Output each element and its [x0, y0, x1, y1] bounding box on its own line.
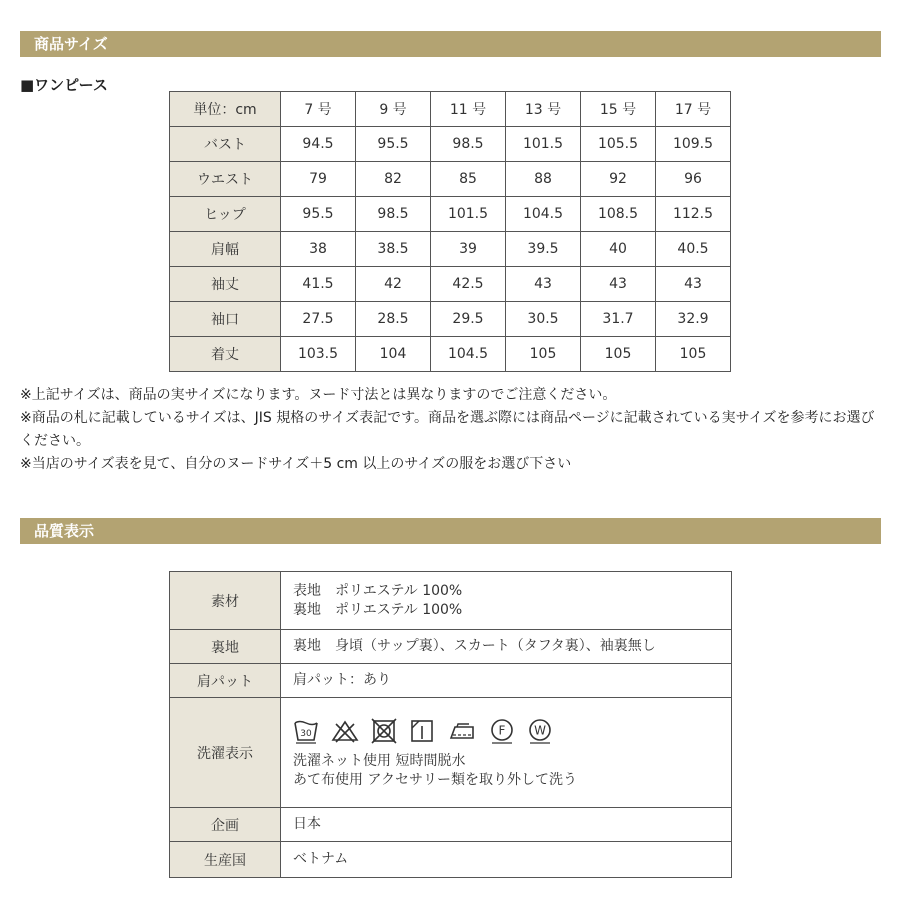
- row-label: 肩幅: [170, 232, 281, 267]
- table-cell: 27.5: [281, 302, 356, 337]
- row-label: 袖口: [170, 302, 281, 337]
- table-cell: 104: [356, 337, 431, 372]
- row-label-care: 洗濯表示: [170, 698, 281, 808]
- iron-low-icon: [447, 718, 477, 744]
- section-header-product-size: 商品サイズ: [20, 31, 881, 57]
- size-table: [169, 91, 731, 372]
- table-row: [170, 664, 732, 698]
- table-row: [170, 630, 732, 664]
- table-cell: 28.5: [356, 302, 431, 337]
- table-cell: 39.5: [506, 232, 581, 267]
- table-cell: 40.5: [656, 232, 731, 267]
- table-cell: 88: [506, 162, 581, 197]
- table-row: [170, 232, 731, 267]
- header-size: 17 号: [656, 92, 731, 127]
- row-label: 着丈: [170, 337, 281, 372]
- table-cell: 43: [506, 267, 581, 302]
- row-label-lining: 裏地: [170, 630, 281, 664]
- table-cell: 29.5: [431, 302, 506, 337]
- wash-temp-text: 30: [300, 728, 312, 739]
- table-row: [170, 337, 731, 372]
- table-cell: 101.5: [431, 197, 506, 232]
- material-value: [281, 572, 732, 630]
- table-cell: 95.5: [281, 197, 356, 232]
- dry-clean-letter: F: [498, 723, 506, 737]
- table-cell: 42.5: [431, 267, 506, 302]
- material-outer: 表地 ポリエステル 100%: [293, 582, 463, 599]
- table-row: [170, 162, 731, 197]
- row-label-planning: 企画: [170, 808, 281, 842]
- table-row: [170, 842, 732, 878]
- care-note: あて布使用 アクセサリー類を取り外して洗う: [293, 771, 578, 788]
- header-size: 11 号: [431, 92, 506, 127]
- header-unit: 単位：cm: [170, 92, 281, 127]
- header-size: 15 号: [581, 92, 656, 127]
- row-label: バスト: [170, 127, 281, 162]
- planning-value: 日本: [281, 808, 732, 842]
- care-note: 洗濯ネット使用 短時間脱水: [293, 752, 466, 769]
- table-cell: 94.5: [281, 127, 356, 162]
- table-cell: 39: [431, 232, 506, 267]
- row-label: 袖丈: [170, 267, 281, 302]
- table-cell: 109.5: [656, 127, 731, 162]
- table-row: [170, 302, 731, 337]
- table-cell: 95.5: [356, 127, 431, 162]
- size-notes: [20, 384, 886, 476]
- table-cell: 42: [356, 267, 431, 302]
- row-label-origin: 生産国: [170, 842, 281, 878]
- table-cell: 41.5: [281, 267, 356, 302]
- drip-dry-shade-icon: [409, 718, 435, 744]
- table-cell: 92: [581, 162, 656, 197]
- table-cell: 103.5: [281, 337, 356, 372]
- shoulder-pad-value: 肩パット：あり: [281, 664, 732, 698]
- table-row: [170, 808, 732, 842]
- wet-clean-letter: W: [534, 723, 546, 737]
- table-cell: 82: [356, 162, 431, 197]
- table-cell: 105: [656, 337, 731, 372]
- table-cell: 79: [281, 162, 356, 197]
- table-cell: 43: [656, 267, 731, 302]
- table-row: [170, 127, 731, 162]
- table-cell: 32.9: [656, 302, 731, 337]
- table-cell: 96: [656, 162, 731, 197]
- table-cell: 43: [581, 267, 656, 302]
- wet-clean-w-icon: [527, 718, 553, 744]
- size-table-header-row: [170, 92, 731, 127]
- table-cell: 101.5: [506, 127, 581, 162]
- care-symbols: [293, 718, 731, 744]
- table-cell: 105.5: [581, 127, 656, 162]
- header-size: 13 号: [506, 92, 581, 127]
- table-row: [170, 572, 732, 630]
- note-line: ※当店のサイズ表を見て、自分のヌードサイズ＋5 cm 以上のサイズの服をお選び下さい: [20, 456, 572, 472]
- table-cell: 104.5: [506, 197, 581, 232]
- table-cell: 105: [581, 337, 656, 372]
- table-cell: 104.5: [431, 337, 506, 372]
- row-label-material: 素材: [170, 572, 281, 630]
- origin-value: ベトナム: [281, 842, 732, 878]
- table-cell: 98.5: [356, 197, 431, 232]
- table-cell: 105: [506, 337, 581, 372]
- table-cell: 40: [581, 232, 656, 267]
- table-row: [170, 197, 731, 232]
- table-cell: 108.5: [581, 197, 656, 232]
- quality-table: [169, 571, 732, 878]
- section-header-quality: 品質表示: [20, 518, 881, 544]
- care-value: [281, 698, 732, 808]
- header-size: 9 号: [356, 92, 431, 127]
- table-cell: 98.5: [431, 127, 506, 162]
- row-label: ヒップ: [170, 197, 281, 232]
- material-lining: 裏地 ポリエステル 100%: [293, 601, 463, 618]
- subheading-one-piece: ■ワンピース: [20, 76, 108, 94]
- row-label: ウエスト: [170, 162, 281, 197]
- no-tumble-dry-icon: [371, 718, 397, 744]
- table-cell: 38: [281, 232, 356, 267]
- table-cell: 30.5: [506, 302, 581, 337]
- header-size: 7 号: [281, 92, 356, 127]
- row-label-shoulder-pad: 肩パット: [170, 664, 281, 698]
- dry-clean-f-icon: [489, 718, 515, 744]
- wash-30-icon: [293, 718, 319, 744]
- table-row: [170, 698, 732, 808]
- table-cell: 38.5: [356, 232, 431, 267]
- note-line: ※商品の札に記載しているサイズは、JIS 規格のサイズ表記です。商品を選ぶ際には商品ページに記載されている実サイズを参考にお選びください。: [20, 410, 875, 449]
- table-cell: 85: [431, 162, 506, 197]
- lining-value: 裏地 身頃（サップ裏）、スカート（タフタ裏）、袖裏無し: [281, 630, 732, 664]
- table-cell: 112.5: [656, 197, 731, 232]
- no-bleach-icon: [331, 718, 359, 744]
- note-line: ※上記サイズは、商品の実サイズになります。ヌード寸法とは異なりますのでご注意ください。: [20, 387, 617, 403]
- table-cell: 31.7: [581, 302, 656, 337]
- table-row: [170, 267, 731, 302]
